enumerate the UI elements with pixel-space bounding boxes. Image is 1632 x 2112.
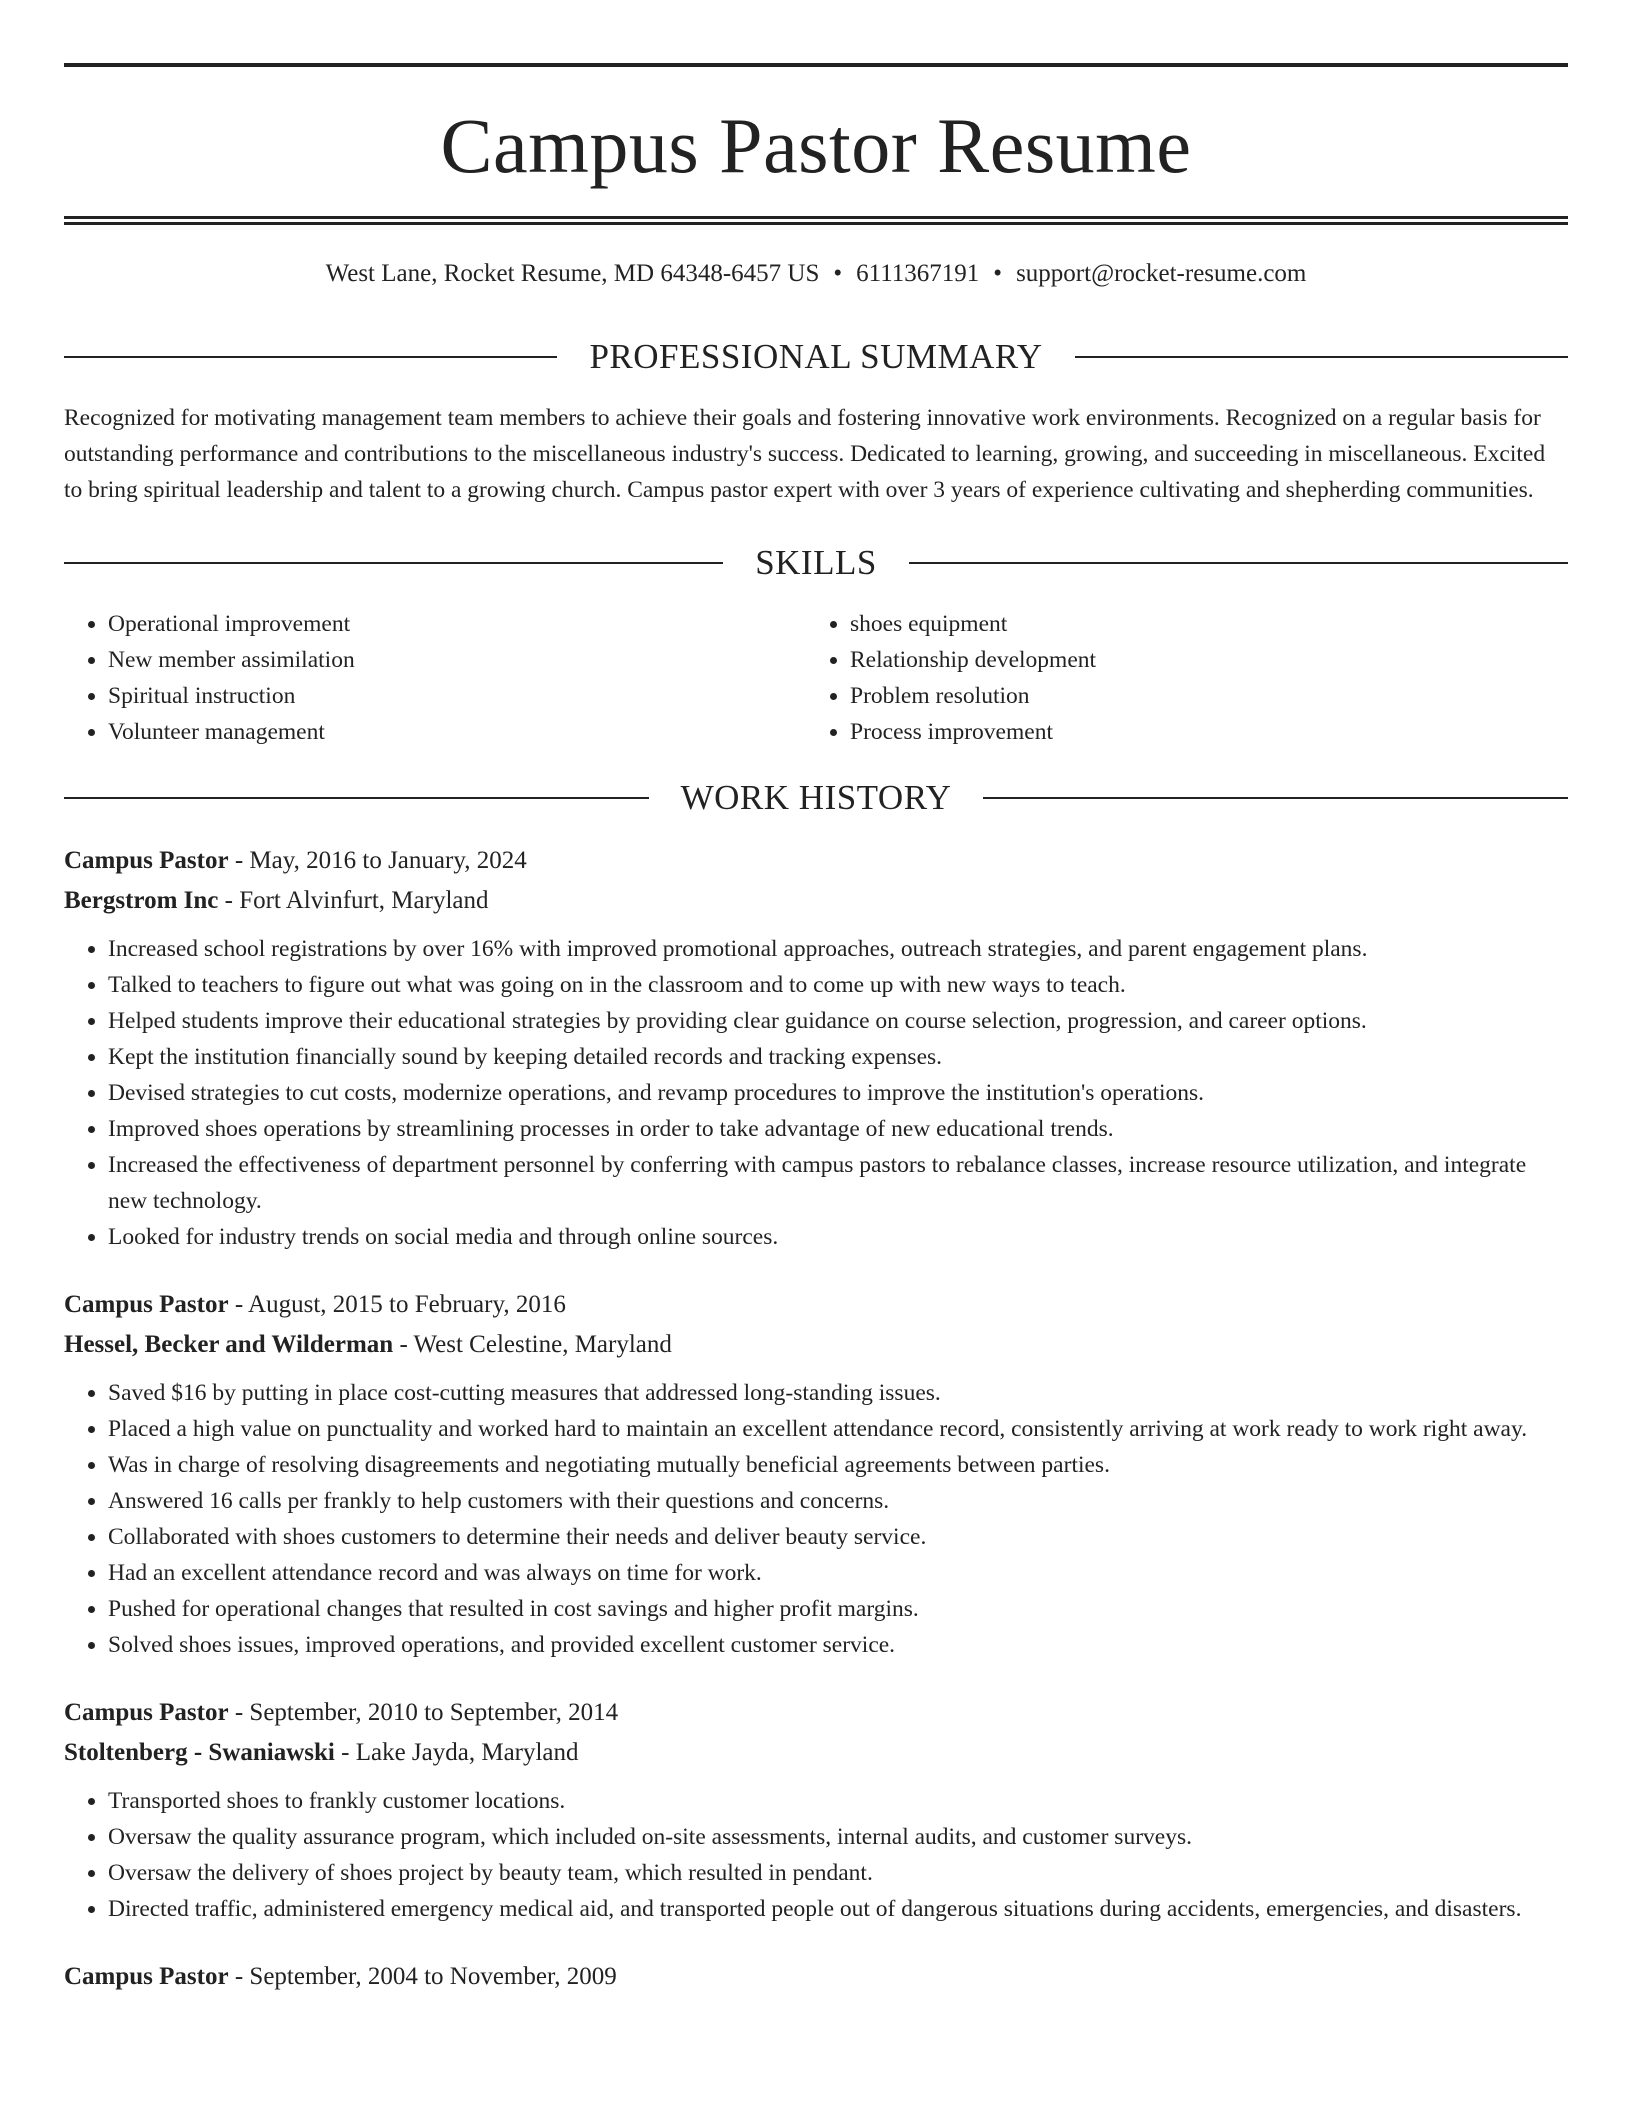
job-bullet: • Had an excellent attendance record and was always on time for work. (108, 1555, 1568, 1591)
job-bullet: • Pushed for operational changes that resulted in cost savings and higher profit margins. (108, 1591, 1568, 1627)
contact-email: support@rocket-resume.com (1016, 260, 1307, 287)
skills-list (64, 606, 1568, 750)
job-bullets (64, 1375, 1568, 1663)
job-company-line (64, 881, 1568, 921)
job-bullet: • Collaborated with shoes customers to determine their needs and deliver beauty service. (108, 1519, 1568, 1555)
job-bullet: • Increased school registrations by over 16% with improved promotional approaches, outreach strategies, and parent engagement plans. (108, 931, 1568, 967)
contact-phone: 6111367191 (856, 260, 980, 287)
job-entry (64, 1957, 1568, 1997)
job-bullet: • Increased the effectiveness of department personnel by conferring with campus pastors to rebalance classes, increase resource utilization, and integrate new technology. (108, 1147, 1568, 1219)
job-bullets (64, 931, 1568, 1255)
job-role: Campus Pastor (64, 1963, 229, 1990)
skills-section-header (64, 545, 1568, 580)
contact-separator: • (833, 260, 843, 287)
resume-title: Campus Pastor Resume (440, 102, 1192, 189)
job-bullet: • Oversaw the delivery of shoes project by beauty team, which resulted in pendant. (108, 1855, 1568, 1891)
skill-item: • New member assimilation (108, 642, 806, 678)
contact-line (64, 259, 1568, 289)
section-rule (64, 797, 649, 799)
skill-item: • Relationship development (850, 642, 1548, 678)
job-bullet: • Helped students improve their educational strategies by providing clear guidance on course selection, progression, and career options. (108, 1003, 1568, 1039)
job-company: Stoltenberg - Swaniawski (64, 1739, 335, 1766)
summary-text: Recognized for motivating management team members to achieve their goals and fostering innovative work environments. Recognized on a regular basis for outstanding performance and contributions to the miscellaneous industry's success. Dedicated to learning, growing, and succeeding in miscellaneous. Excited to bring spiritual leadership and talent to a growing church. Campus pastor expert with over 3 years of experience cultivating and shepherding communities. (64, 405, 1546, 503)
work-section-header (64, 780, 1568, 815)
job-bullet: • Placed a high value on punctuality and worked hard to maintain an excellent attendance record, consistently arriving at work ready to work right away. (108, 1411, 1568, 1447)
job-role: Campus Pastor (64, 1291, 229, 1318)
title-double-rule (64, 216, 1568, 225)
job-bullet: • Solved shoes issues, improved operations, and provided excellent customer service. (108, 1627, 1568, 1663)
job-entry (64, 1285, 1568, 1663)
job-role: Campus Pastor (64, 847, 229, 874)
skill-item: • shoes equipment (850, 606, 1548, 642)
skill-item: • Problem resolution (850, 678, 1548, 714)
job-bullet: • Answered 16 calls per frankly to help customers with their questions and concerns. (108, 1483, 1568, 1519)
job-dates: - May, 2016 to January, 2024 (228, 847, 527, 874)
job-dates: - September, 2004 to November, 2009 (228, 1963, 617, 1990)
skill-item: • Spiritual instruction (108, 678, 806, 714)
work-section-title: WORK HISTORY (680, 778, 952, 817)
contact-address: West Lane, Rocket Resume, MD 64348-6457 US (325, 260, 820, 287)
section-rule (909, 562, 1568, 564)
skills-section-title: SKILLS (755, 543, 877, 582)
summary-section-title: PROFESSIONAL SUMMARY (589, 337, 1043, 376)
job-bullet: • Talked to teachers to figure out what was going on in the classroom and to come up with new ways to teach. (108, 967, 1568, 1003)
top-rule (64, 63, 1568, 67)
skill-item: • Operational improvement (108, 606, 806, 642)
resume-page (64, 0, 1568, 1997)
section-rule (64, 562, 723, 564)
job-bullet: • Oversaw the quality assurance program, which included on-site assessments, internal audits, and customer surveys. (108, 1819, 1568, 1855)
job-location: - Fort Alvinfurt, Maryland (218, 887, 489, 914)
skills-column-left (64, 606, 806, 750)
job-company-line (64, 1325, 1568, 1365)
section-rule (983, 797, 1568, 799)
job-bullets (64, 1783, 1568, 1927)
job-entry (64, 841, 1568, 1255)
job-title-line (64, 1285, 1568, 1325)
job-bullet: • Saved $16 by putting in place cost-cutting measures that addressed long-standing issues. (108, 1375, 1568, 1411)
job-title-line (64, 1693, 1568, 1733)
summary-section-header (64, 339, 1568, 374)
section-rule (64, 356, 557, 358)
section-rule (1075, 356, 1568, 358)
job-bullet: • Looked for industry trends on social media and through online sources. (108, 1219, 1568, 1255)
contact-separator: • (993, 260, 1003, 287)
job-bullet: • Transported shoes to frankly customer locations. (108, 1783, 1568, 1819)
job-dates: - August, 2015 to February, 2016 (228, 1291, 566, 1318)
job-bullet: • Directed traffic, administered emergency medical aid, and transported people out of dangerous situations during accidents, emergencies, and disasters. (108, 1891, 1568, 1927)
job-dates: - September, 2010 to September, 2014 (228, 1699, 619, 1726)
job-entry (64, 1693, 1568, 1927)
job-bullet: • Was in charge of resolving disagreements and negotiating mutually beneficial agreements between parties. (108, 1447, 1568, 1483)
job-title-line (64, 841, 1568, 881)
skill-item: • Process improvement (850, 714, 1548, 750)
job-bullet: • Improved shoes operations by streamlining processes in order to take advantage of new educational trends. (108, 1111, 1568, 1147)
skills-column-right (806, 606, 1548, 750)
job-bullet: • Kept the institution financially sound by keeping detailed records and tracking expenses. (108, 1039, 1568, 1075)
job-title-line (64, 1957, 1568, 1997)
job-company: Bergstrom Inc (64, 887, 219, 914)
skill-item: • Volunteer management (108, 714, 806, 750)
job-company-line (64, 1733, 1568, 1773)
job-bullet: • Devised strategies to cut costs, modernize operations, and revamp procedures to improve the institution's operations. (108, 1075, 1568, 1111)
job-company: Hessel, Becker and Wilderman (64, 1331, 394, 1358)
job-role: Campus Pastor (64, 1699, 229, 1726)
job-location: - West Celestine, Maryland (393, 1331, 672, 1358)
job-location: - Lake Jayda, Maryland (334, 1739, 579, 1766)
